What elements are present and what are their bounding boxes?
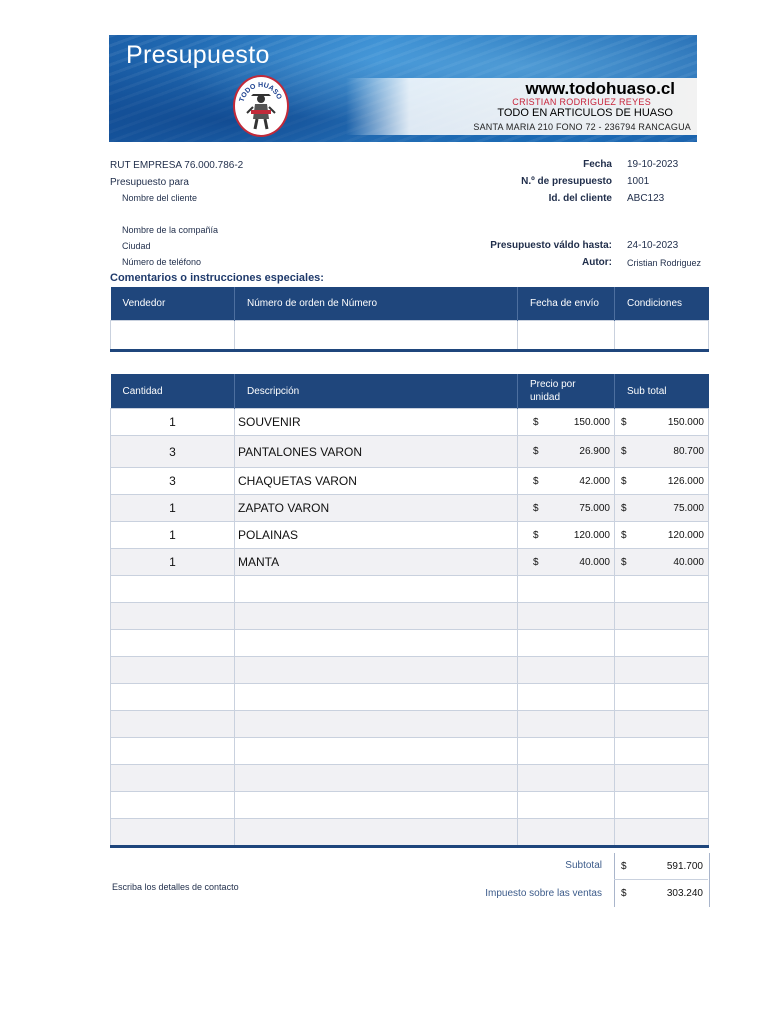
currency-symbol: $ — [533, 502, 539, 514]
table-row — [111, 792, 709, 819]
currency-symbol: $ — [621, 502, 627, 514]
quantity-cell[interactable] — [111, 792, 235, 819]
valid-until-value[interactable]: 24-10-2023 — [627, 240, 679, 251]
table-row — [111, 468, 709, 495]
website-link[interactable]: www.todohuaso.cl — [525, 79, 675, 98]
unit-price-cell[interactable] — [518, 657, 615, 684]
logo-text: TODO HUASO — [238, 81, 283, 103]
unit-price-cell[interactable] — [518, 684, 615, 711]
amount: 150.000 — [667, 416, 704, 428]
subtotal-cell[interactable] — [615, 495, 709, 522]
description-cell[interactable] — [235, 603, 518, 630]
client-name-field[interactable]: Nombre del cliente — [122, 193, 198, 203]
company-name-field[interactable]: Nombre de la compañía — [122, 225, 219, 235]
amount: 80.700 — [673, 446, 704, 457]
subtotal-cell[interactable] — [615, 522, 709, 549]
description-cell[interactable]: PANTALONES VARON — [235, 436, 518, 468]
table-row — [111, 765, 709, 792]
order-number-header: Número de orden de Número — [235, 287, 518, 321]
quantity-cell[interactable]: 3 — [111, 436, 235, 468]
quantity-cell[interactable] — [111, 711, 235, 738]
unit-price-cell[interactable] — [518, 630, 615, 657]
quantity-cell[interactable] — [111, 819, 235, 847]
amount: 120.000 — [667, 529, 704, 541]
tagline: TODO EN ARTICULOS DE HUASO — [497, 107, 673, 119]
amount: 40.000 — [579, 556, 610, 568]
description-cell[interactable] — [235, 819, 518, 847]
vendor-header: Vendedor — [111, 287, 235, 321]
currency-symbol: $ — [533, 416, 539, 428]
currency-symbol: $ — [621, 475, 627, 487]
company-rut: RUT EMPRESA 76.000.786-2 — [110, 160, 244, 171]
quantity-cell[interactable] — [111, 765, 235, 792]
unit-price-cell[interactable] — [518, 409, 615, 436]
currency-symbol: $ — [533, 556, 539, 568]
quantity-cell[interactable]: 1 — [111, 522, 235, 549]
unit-price-cell[interactable] — [518, 819, 615, 847]
date-label: Fecha — [583, 159, 612, 170]
description-cell[interactable]: POLAINAS — [235, 522, 518, 549]
table-row — [111, 576, 709, 603]
unit-price-cell[interactable] — [518, 765, 615, 792]
currency-symbol: $ — [621, 529, 627, 541]
subtotal-cell[interactable] — [615, 738, 709, 765]
quantity-cell[interactable]: 3 — [111, 468, 235, 495]
conditions-header: Condiciones — [615, 287, 709, 321]
quote-for-label: Presupuesto para — [110, 177, 189, 188]
huaso-logo-icon — [235, 77, 287, 135]
description-cell[interactable] — [235, 792, 518, 819]
client-id-value[interactable]: ABC123 — [627, 193, 665, 204]
subtotal-cell[interactable] — [615, 436, 709, 468]
subtotal-cell[interactable] — [615, 468, 709, 495]
table-row — [111, 409, 709, 436]
subtotal-cell[interactable] — [615, 576, 709, 603]
table-row — [111, 657, 709, 684]
description-cell[interactable] — [235, 657, 518, 684]
header-banner — [109, 35, 697, 142]
unit-price-cell[interactable] — [518, 792, 615, 819]
description-cell[interactable] — [235, 765, 518, 792]
table-row — [111, 630, 709, 657]
description-cell[interactable] — [235, 738, 518, 765]
unit-price-cell[interactable] — [518, 603, 615, 630]
currency-symbol: $ — [533, 446, 539, 457]
totals-divider — [614, 879, 708, 880]
items-table — [110, 374, 709, 848]
amount: 40.000 — [673, 556, 704, 568]
table-row — [111, 522, 709, 549]
quantity-cell[interactable] — [111, 738, 235, 765]
description-cell[interactable]: SOUVENIR — [235, 409, 518, 436]
conditions-cell[interactable] — [615, 321, 709, 351]
unit-price-cell[interactable] — [518, 711, 615, 738]
quantity-cell[interactable] — [111, 657, 235, 684]
amount: 126.000 — [667, 475, 704, 487]
quantity-cell[interactable] — [111, 630, 235, 657]
author-value[interactable]: Cristian Rodriguez — [627, 258, 702, 268]
table-row — [111, 603, 709, 630]
ship-date-cell[interactable] — [518, 321, 615, 351]
contact-details-field[interactable]: Escriba los detalles de contacto — [112, 882, 239, 892]
client-id-label: Id. del cliente — [548, 193, 612, 204]
amount: 150.000 — [573, 416, 610, 428]
quantity-cell[interactable]: 1 — [111, 409, 235, 436]
unit-price-header: Precio por unidad — [518, 374, 615, 409]
table-row — [111, 684, 709, 711]
description-cell[interactable]: ZAPATO VARON — [235, 495, 518, 522]
table-row — [111, 495, 709, 522]
subtotal-cell[interactable] — [615, 792, 709, 819]
amount: 26.900 — [579, 446, 610, 457]
subtotal-cell[interactable] — [615, 657, 709, 684]
quantity-header: Cantidad — [111, 374, 235, 409]
vendor-cell[interactable] — [111, 321, 235, 351]
unit-price-cell[interactable] — [518, 522, 615, 549]
sales-tax-label: Impuesto sobre las ventas — [485, 888, 602, 899]
quantity-cell[interactable]: 1 — [111, 549, 235, 576]
description-cell[interactable] — [235, 576, 518, 603]
amount: 75.000 — [673, 502, 704, 514]
quantity-cell[interactable] — [111, 684, 235, 711]
date-value[interactable]: 19-10-2023 — [627, 159, 679, 170]
author-label: Autor: — [582, 257, 612, 268]
table-row — [111, 549, 709, 576]
unit-price-cell[interactable] — [518, 468, 615, 495]
subtotal-cell[interactable] — [615, 711, 709, 738]
description-cell[interactable]: CHAQUETAS VARON — [235, 468, 518, 495]
quantity-cell[interactable] — [111, 603, 235, 630]
description-header: Descripción — [235, 374, 518, 409]
valid-until-label: Presupuesto váldo hasta: — [490, 240, 612, 251]
amount: 75.000 — [579, 502, 610, 514]
amount: 120.000 — [573, 529, 610, 541]
phone-field[interactable]: Número de teléfono — [122, 257, 202, 267]
table-row — [111, 819, 709, 847]
description-cell[interactable] — [235, 711, 518, 738]
subtotal-label: Subtotal — [565, 860, 602, 871]
quantity-cell[interactable] — [111, 576, 235, 603]
table-row — [111, 738, 709, 765]
amount: 42.000 — [579, 475, 610, 487]
comments-label: Comentarios o instrucciones especiales: — [110, 272, 324, 284]
subtotal-cell[interactable] — [615, 549, 709, 576]
unit-price-cell[interactable] — [518, 738, 615, 765]
quote-number-label: N.º de presupuesto — [521, 176, 612, 187]
vendor-table — [110, 287, 709, 352]
company-info-box — [346, 78, 697, 135]
currency-symbol: $ — [621, 446, 627, 457]
unit-price-cell[interactable] — [518, 495, 615, 522]
description-cell[interactable]: MANTA — [235, 549, 518, 576]
table-row — [111, 436, 709, 468]
subtotal-cell[interactable] — [615, 603, 709, 630]
unit-price-cell[interactable] — [518, 576, 615, 603]
subtotal-cell[interactable] — [615, 409, 709, 436]
subtotal-header: Sub total — [615, 374, 709, 409]
description-cell[interactable] — [235, 630, 518, 657]
city-field[interactable]: Ciudad — [122, 241, 151, 251]
currency-symbol: $ — [533, 475, 539, 487]
company-logo — [233, 75, 289, 137]
subtotal-cell[interactable] — [615, 684, 709, 711]
currency-symbol: $ — [533, 529, 539, 541]
unit-price-cell[interactable] — [518, 436, 615, 468]
quantity-cell[interactable]: 1 — [111, 495, 235, 522]
quote-number-value[interactable]: 1001 — [627, 176, 650, 187]
subtotal-cell[interactable] — [615, 765, 709, 792]
owner-name: CRISTIAN RODRIGUEZ REYES — [512, 97, 651, 107]
subtotal-cell[interactable] — [615, 630, 709, 657]
subtotal-cell[interactable] — [615, 819, 709, 847]
address: SANTA MARIA 210 FONO 72 - 236794 RANCAGUA — [473, 122, 691, 132]
unit-price-cell[interactable] — [518, 549, 615, 576]
currency-symbol: $ — [621, 416, 627, 428]
currency-symbol: $ — [621, 556, 627, 568]
order-number-cell[interactable] — [235, 321, 518, 351]
ship-date-header: Fecha de envío — [518, 287, 615, 321]
table-row — [111, 711, 709, 738]
description-cell[interactable] — [235, 684, 518, 711]
page-title: Presupuesto — [126, 41, 270, 69]
